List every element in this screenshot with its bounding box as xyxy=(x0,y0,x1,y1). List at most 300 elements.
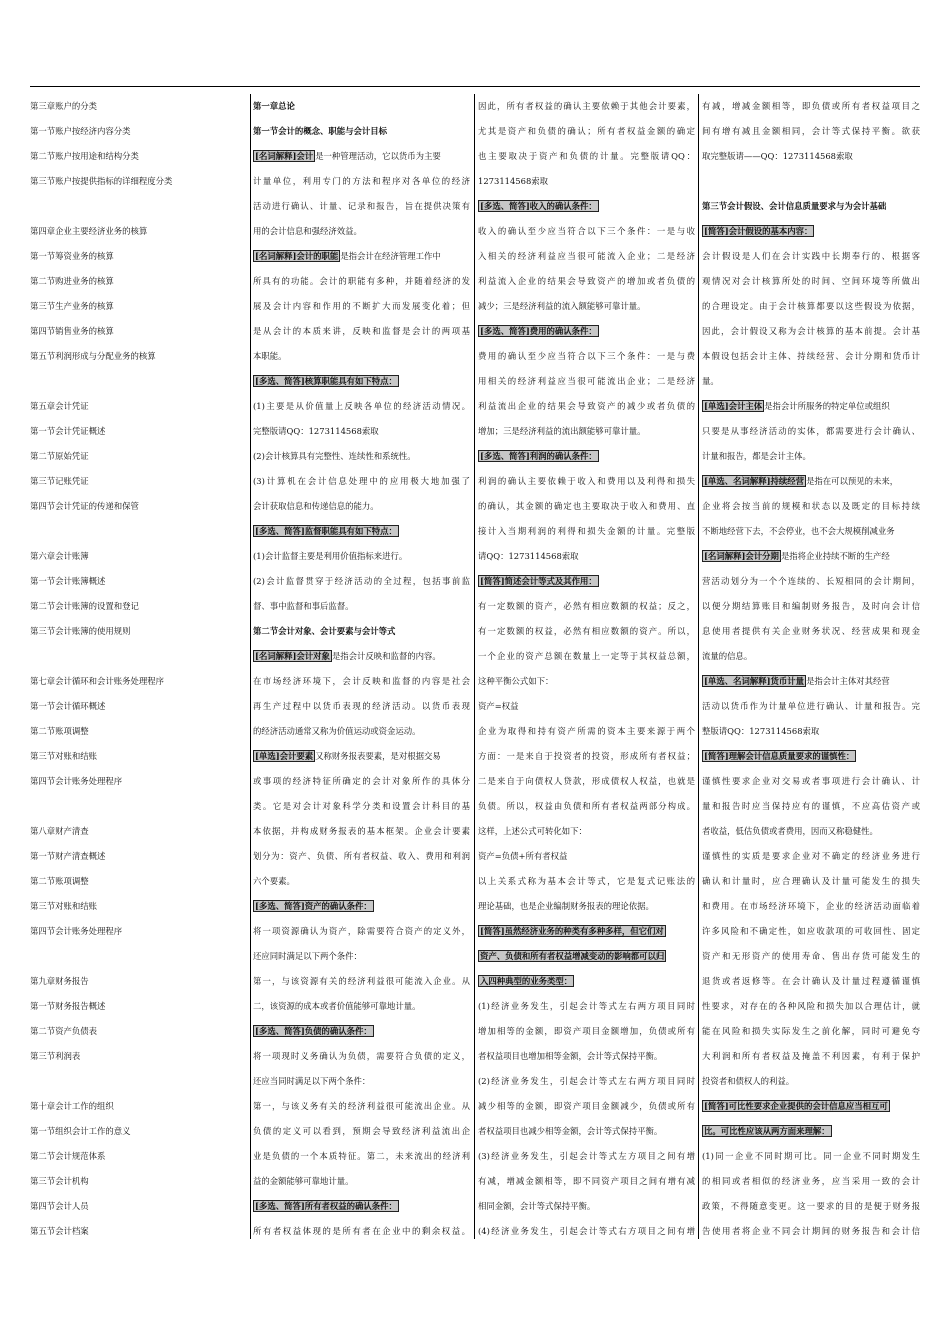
body-line xyxy=(253,919,470,944)
line-text: 是从会计的本质来讲，反映和监督是会计的两项基 xyxy=(253,326,470,336)
text-column-2 xyxy=(253,94,470,1239)
line-text: 不断地经营下去，不会停业，也不会大规模削减业务 xyxy=(702,526,895,536)
body-line xyxy=(702,369,920,394)
body-line xyxy=(702,694,920,719)
line-text: 以上关系式称为基本会计等式，它是复式记账法的 xyxy=(478,876,695,886)
section-heading xyxy=(702,194,920,219)
line-text: 一个企业的资产总额在数量上一定等于其权益总额， xyxy=(478,651,695,661)
line-text: 是指会计所服务的特定单位或组织 xyxy=(764,401,890,411)
tagged-line xyxy=(253,244,470,269)
line-text: 减少；三是经济利益的流入额能够可靠计量。 xyxy=(478,301,646,311)
line-text: 第一，与该资源有关的经济利益很可能流入企业。从 xyxy=(253,976,470,986)
body-line xyxy=(253,494,470,519)
toc-entry: 第一节账户按经济内容分类 xyxy=(30,126,131,136)
toc-entry: 第三节会计账簿的使用规则 xyxy=(30,626,131,636)
term-tag: [简答]可比性要求企业提供的会计信息应当相互可 xyxy=(704,1101,888,1111)
line-text: 的相同或者相似的经济业务，应当采用一致的会计 xyxy=(702,1176,920,1186)
section-heading xyxy=(253,619,470,644)
toc-entry: 第二节会计账簿的设置和登记 xyxy=(30,601,139,611)
body-line xyxy=(253,1119,470,1144)
toc-blank xyxy=(30,369,244,394)
body-line xyxy=(478,994,695,1019)
toc-entry: 第八章财产清查 xyxy=(30,826,89,836)
line-text: 减少相等的金额，即资产项目金额减少，负债或所有 xyxy=(478,1101,695,1111)
body-line xyxy=(702,869,920,894)
term-tag: [简答]理解会计信息质量要求的谨慎性： xyxy=(704,751,855,761)
line-text: 入相关的经济利益应当很可能流入企业；二是经济 xyxy=(478,251,695,261)
toc-entry: 第四章企业主要经济业务的核算 xyxy=(30,226,148,236)
line-text: 将一项资源确认为资产，除需要符合资产的定义外， xyxy=(253,926,470,936)
line-text: 量和报告时应当保持应有的谨慎，不应高估资产或 xyxy=(702,801,920,811)
line-text: 接计入当期利润的利得和损失金额的计量。完整版 xyxy=(478,526,695,536)
line-text: 告使用者将企业不同会计期间的财务报告和会计信 xyxy=(702,1226,920,1236)
term-tag: 资产、负债和所有者权益增减变动的影响都可以归 xyxy=(480,951,665,961)
line-text: 利益流出企业的结果会导致资产的减少或者负债的 xyxy=(478,401,695,411)
toc-entry: 第七章会计循环和会计账务处理程序 xyxy=(30,676,164,686)
body-line xyxy=(253,969,470,994)
tagged-line xyxy=(478,319,695,344)
tagged-line xyxy=(478,444,695,469)
toc-entry: 第一节筹资业务的核算 xyxy=(30,251,114,261)
body-line xyxy=(702,944,920,969)
body-line xyxy=(253,319,470,344)
line-text: (2)经济业务发生，引起会计等式左右两方项目同时 xyxy=(478,1076,695,1086)
body-line xyxy=(702,244,920,269)
body-line xyxy=(478,94,695,119)
line-text: (1)同一企业不同时期可比。同一企业不同时期发生 xyxy=(702,1151,920,1161)
body-line xyxy=(253,169,470,194)
body-line xyxy=(253,444,470,469)
text-column-4 xyxy=(702,94,920,1239)
tagged-line xyxy=(253,144,470,169)
line-text: 有一定数额的权益，必然有相应数额的资产。所以， xyxy=(478,626,695,636)
line-text: 能在风险和损失实际发生之前化解，同时可避免夸 xyxy=(702,1026,920,1036)
line-text: 观情况对会计核算所处的时间、空间环境等所做出 xyxy=(702,276,920,286)
line-text: 划分为：资产、负债、所有者权益、收入、费用和利润 xyxy=(253,851,470,861)
line-text: 的合理设定。由于会计核算都要以这些假设为依据， xyxy=(702,301,920,311)
body-line xyxy=(478,644,695,669)
term-tag: [单选]会计要素 xyxy=(255,751,314,761)
line-text: 谨慎性要求企业对交易或者事项进行会计确认、计 xyxy=(702,776,920,786)
line-text: 是指会计在经济管理工作中 xyxy=(340,251,441,261)
body-line xyxy=(702,169,920,194)
toc-entry: 第四节会计人员 xyxy=(30,1201,89,1211)
term-tag: [简答]简述会计等式及其作用： xyxy=(480,576,597,586)
line-text: 类。它是对会计对象科学分类和设置会计科目的基 xyxy=(253,801,470,811)
term-tag: [多选、简答]所有者权益的确认条件： xyxy=(255,1201,397,1211)
line-text: 督、事中监督和事后监督。 xyxy=(253,601,354,611)
line-text: 收入的确认至少应当符合以下三个条件：一是与收 xyxy=(478,226,695,236)
toc-entry: 第二节账户按用途和结构分类 xyxy=(30,151,139,161)
top-rule xyxy=(30,86,920,87)
line-text: 方面：一是来自于投资者的投资，形成所有者权益； xyxy=(478,751,695,761)
body-line xyxy=(478,244,695,269)
toc-blank xyxy=(30,794,244,819)
body-line xyxy=(478,1019,695,1044)
toc-entry: 第四节会计凭证的传递和保管 xyxy=(30,501,139,511)
column-divider xyxy=(474,94,475,1239)
line-text: 增加相等的金额，即资产项目金额增加，负债或所有 xyxy=(478,1026,695,1036)
body-line xyxy=(478,394,695,419)
term-tag: [简答]会计假设的基本内容： xyxy=(704,226,813,236)
line-text: 因此，会计假设又称为会计核算的基本前提。会计基 xyxy=(702,326,920,336)
toc-entry: 第二节资产负债表 xyxy=(30,1026,97,1036)
toc-entry: 第十章会计工作的组织 xyxy=(30,1101,114,1111)
line-text: 将一项现时义务确认为负债，需要符合负债的定义， xyxy=(253,1051,470,1061)
tagged-line xyxy=(702,1119,920,1144)
term-tag: [单选、名词解释]持续经营 xyxy=(704,476,805,486)
toc-entry: 第二节原始凭证 xyxy=(30,451,89,461)
body-line xyxy=(702,94,920,119)
line-text: (1)经济业务发生，引起会计等式左右两方项目同时 xyxy=(478,1001,695,1011)
body-line xyxy=(478,694,695,719)
body-line xyxy=(478,669,695,694)
text-column-3 xyxy=(478,94,695,1239)
body-line xyxy=(253,294,470,319)
line-text: 完整版请QQ：1273114568索取 xyxy=(253,426,379,436)
line-text: 六个要素。 xyxy=(253,876,295,886)
body-line xyxy=(702,894,920,919)
line-text: 利益流入企业的结果会导致资产的增加或者负债的 xyxy=(478,276,695,286)
body-line xyxy=(702,519,920,544)
body-line xyxy=(478,819,695,844)
body-line xyxy=(253,419,470,444)
toc-blank xyxy=(30,519,244,544)
line-text: 或事项的经济特征所确定的会计对象所作的具体分 xyxy=(253,776,470,786)
term-tag: [名词解释]会计对象 xyxy=(255,651,330,661)
line-text: 活动进行确认、计量、记录和报告，旨在提供决策有 xyxy=(253,201,470,211)
line-text: 计量和报告，都是会计主体。 xyxy=(702,451,811,461)
term-tag: [多选、简答]监督职能具有如下特点： xyxy=(255,526,397,536)
term-tag: [多选、简答]利润的确认条件： xyxy=(480,451,597,461)
line-text: 负债的定义可以看到，预期会导致经济利益流出企 xyxy=(253,1126,470,1136)
tagged-line xyxy=(702,469,920,494)
body-line xyxy=(253,819,470,844)
line-text: 还应同时满足以下两个条件： xyxy=(253,951,362,961)
body-line xyxy=(253,669,470,694)
toc-blank xyxy=(30,644,244,669)
body-line xyxy=(702,294,920,319)
tagged-line xyxy=(478,194,695,219)
body-line xyxy=(478,719,695,744)
body-line xyxy=(253,769,470,794)
body-line xyxy=(702,969,920,994)
body-line xyxy=(702,919,920,944)
body-line xyxy=(702,1194,920,1219)
term-tag: [多选、简答]费用的确认条件： xyxy=(480,326,597,336)
line-text: 活动以货币作为计量单位进行确认、计量和报告。完 xyxy=(702,701,920,711)
line-text: 资产=负债+所有者权益 xyxy=(478,851,568,861)
term-tag: [名词解释]会计分期 xyxy=(704,551,779,561)
line-text: 退货或者返修等。在会计确认及计量过程遵循谨慎 xyxy=(702,976,920,986)
body-line xyxy=(478,1194,695,1219)
tagged-line xyxy=(478,969,695,994)
body-line xyxy=(253,1219,470,1239)
tagged-line xyxy=(702,669,920,694)
toc-entry: 第一节会计循环概述 xyxy=(30,701,106,711)
toc-entry: 第九章财务报告 xyxy=(30,976,89,986)
term-tag: [名词解释]会计 xyxy=(255,151,314,161)
body-line xyxy=(702,1019,920,1044)
toc-entry: 第一节组织会计工作的意义 xyxy=(30,1126,131,1136)
tagged-line xyxy=(253,1019,470,1044)
term-tag: [单选、名词解释]货币计量 xyxy=(704,676,805,686)
body-line xyxy=(478,544,695,569)
line-text: 用的会计信息和强经济效益。 xyxy=(253,226,362,236)
line-text: 者权益项目也减少相等金额，会计等式保持平衡。 xyxy=(478,1126,663,1136)
body-line xyxy=(478,494,695,519)
tagged-line xyxy=(253,369,470,394)
toc-entry: 第三章账户的分类 xyxy=(30,101,97,111)
body-line xyxy=(253,994,470,1019)
body-line xyxy=(702,344,920,369)
term-tag: [单选]会计主体 xyxy=(704,401,763,411)
line-text: 二是来自于向债权人贷款，形成债权人权益，也就是 xyxy=(478,776,695,786)
toc-entry: 第三节对账和结账 xyxy=(30,901,97,911)
body-line xyxy=(253,344,470,369)
line-text: 是指会计反映和监督的内容。 xyxy=(331,651,441,661)
body-line xyxy=(253,694,470,719)
toc-entry: 第三节会计机构 xyxy=(30,1176,89,1186)
body-line xyxy=(702,1219,920,1239)
body-line xyxy=(253,844,470,869)
line-text: 整版请QQ：1273114568索取 xyxy=(702,726,820,736)
line-text: (2)会计核算具有完整性、连续性和系统性。 xyxy=(253,451,416,461)
line-text: 又称财务报表要素，是对根据交易 xyxy=(315,751,441,761)
tagged-line xyxy=(702,219,920,244)
body-line xyxy=(702,144,920,169)
line-text: 费用的确认至少应当符合以下三个条件：一是与费 xyxy=(478,351,695,361)
line-text: 以便分期结算账目和编制财务报告，及时向会计信 xyxy=(702,601,920,611)
tagged-line xyxy=(253,744,470,769)
toc-entry: 第三节生产业务的核算 xyxy=(30,301,114,311)
body-line xyxy=(702,769,920,794)
line-text: 性要求，对存在的各种风险和损失加以合理估计，就 xyxy=(702,1001,920,1011)
line-text: 这种平衡公式如下： xyxy=(478,676,554,686)
body-line xyxy=(478,619,695,644)
tagged-line xyxy=(478,569,695,594)
body-line xyxy=(253,569,470,594)
line-text: 资产和无形资产的使用寿命、售出存货可能发生的 xyxy=(702,951,920,961)
body-line xyxy=(702,444,920,469)
body-line xyxy=(253,219,470,244)
line-text: 会计获取信息和传递信息的能力。 xyxy=(253,501,379,511)
body-line xyxy=(702,844,920,869)
line-text: 益的金额能够可靠地计量。 xyxy=(253,1176,354,1186)
line-text: (3)计算机在会计信息处理中的应用极大地加强了 xyxy=(253,476,470,486)
line-text: 本职能。 xyxy=(253,351,287,361)
body-line xyxy=(702,1144,920,1169)
line-text: (4)经济业务发生，引起会计等式右方项目之间有增 xyxy=(478,1226,695,1236)
toc-entry: 第六章会计账簿 xyxy=(30,551,89,561)
toc-entry: 第一节会计凭证概述 xyxy=(30,426,106,436)
toc-blank xyxy=(30,194,244,219)
line-text: 的确认，其金额的确定也主要取决于收入和费用、直 xyxy=(478,501,695,511)
body-line xyxy=(702,494,920,519)
body-line xyxy=(253,719,470,744)
term-tag: [多选、简答]负债的确认条件： xyxy=(255,1026,372,1036)
body-line xyxy=(253,544,470,569)
line-text: 是指在可以预见的未来， xyxy=(806,476,899,486)
line-text: 1273114568索取 xyxy=(478,176,549,186)
body-line xyxy=(478,144,695,169)
section-heading xyxy=(253,94,470,119)
line-text: 这样，上述公式可转化如下： xyxy=(478,826,587,836)
line-text: 间有增有减且金额相同，会计等式保持平衡。欲获 xyxy=(702,126,920,136)
tagged-line xyxy=(253,519,470,544)
tagged-line xyxy=(253,1194,470,1219)
body-line xyxy=(478,844,695,869)
toc-entry: 第五章会计凭证 xyxy=(30,401,89,411)
line-text: 取完整版请——QQ：1273114568索取 xyxy=(702,151,853,161)
body-line xyxy=(702,569,920,594)
toc-entry: 第五节利润形成与分配业务的核算 xyxy=(30,351,156,361)
line-text: 理论基础，也是企业编制财务报表的理论依据。 xyxy=(478,901,654,911)
body-line xyxy=(478,1119,695,1144)
body-line xyxy=(702,1044,920,1069)
body-line xyxy=(702,719,920,744)
body-line xyxy=(702,819,920,844)
toc-entry: 第五节会计档案 xyxy=(30,1226,89,1236)
line-text: 相同金额，会计等式保持平衡。 xyxy=(478,1201,596,1211)
line-text: 利润的确认主要依赖于收入和费用以及利得和损失 xyxy=(478,476,695,486)
line-text: 负债。所以，权益由负债和所有者权益两部分构成。 xyxy=(478,801,695,811)
line-text: 第三节会计假设、会计信息质量要求与为会计基础 xyxy=(702,201,887,211)
body-line xyxy=(702,994,920,1019)
line-text: 有减，增减金额相等，即负债或所有者权益项目之 xyxy=(702,101,920,111)
line-text: 再生产过程中以货币表现的经济活动。以货币表现 xyxy=(253,701,470,711)
tagged-line xyxy=(702,394,920,419)
column-divider xyxy=(698,94,699,1239)
tagged-line xyxy=(478,919,695,944)
column-divider xyxy=(250,94,251,1239)
body-line xyxy=(478,369,695,394)
toc-entry: 第一节财务报告概述 xyxy=(30,1001,106,1011)
line-text: 量。 xyxy=(702,376,719,386)
term-tag: 入四种典型的业务类型： xyxy=(480,976,573,986)
line-text: 投资者和债权人的利益。 xyxy=(702,1076,795,1086)
line-text: 流量的信息。 xyxy=(702,651,753,661)
body-line xyxy=(253,269,470,294)
tagged-line xyxy=(253,894,470,919)
body-line xyxy=(253,1169,470,1194)
body-line xyxy=(702,594,920,619)
line-text: 资产=权益 xyxy=(478,701,519,711)
line-text: 大利润和所有者权益及掩盖不利因素，有利于保护 xyxy=(702,1051,920,1061)
toc-blank xyxy=(30,944,244,969)
body-line xyxy=(478,344,695,369)
body-line xyxy=(253,394,470,419)
body-line xyxy=(702,644,920,669)
line-text: 和费用。在市场经济环境下，企业的经济活动面临着 xyxy=(702,901,920,911)
toc-entry: 第三节利润表 xyxy=(30,1051,81,1061)
body-line xyxy=(478,169,695,194)
line-text: 是指会计主体对其经营 xyxy=(806,676,890,686)
body-line xyxy=(478,894,695,919)
tagged-line xyxy=(253,644,470,669)
body-line xyxy=(253,869,470,894)
body-line xyxy=(478,1169,695,1194)
body-line xyxy=(253,794,470,819)
term-tag: [名词解释]会计的职能 xyxy=(255,251,339,261)
line-text: 有减，增减金额相等，即不同资产项目之间有增有减 xyxy=(478,1176,695,1186)
line-text: 有一定数额的资产，必然有相应数额的权益；反之， xyxy=(478,601,695,611)
toc-entry: 第三节账户按提供指标的详细程度分类 xyxy=(30,176,173,186)
line-text: 用相关的经济利益应当很可能流出企业；二是经济 xyxy=(478,376,695,386)
line-text: 谨慎性的实质是要求企业对不确定的经济业务进行 xyxy=(702,851,920,861)
toc-entry: 第四节会计账务处理程序 xyxy=(30,776,123,786)
line-text: 企业为取得和持有资产所需的资本主要来源于两个 xyxy=(478,726,695,736)
line-text: 因此，所有者权益的确认主要依赖于其他会计要素， xyxy=(478,101,695,111)
tagged-line xyxy=(478,944,695,969)
line-text: 是一种管理活动，它以货币为主要 xyxy=(315,151,441,161)
line-text: 政策，不得随意变更。这一要求的目的是便于财务报 xyxy=(702,1201,920,1211)
line-text: 计量单位，利用专门的方法和程序对各单位的经济 xyxy=(253,176,470,186)
line-text: 第一，与该义务有关的经济利益很可能流出企业。从 xyxy=(253,1101,470,1111)
line-text: 也主要取决于资产和负债的计量。完整版请QQ： xyxy=(478,151,695,161)
body-line xyxy=(478,794,695,819)
body-line xyxy=(478,1044,695,1069)
body-line xyxy=(478,269,695,294)
body-line xyxy=(702,269,920,294)
body-line xyxy=(478,1219,695,1239)
body-line xyxy=(478,769,695,794)
body-line xyxy=(702,1169,920,1194)
line-text: 还应当同时满足以下两个条件： xyxy=(253,1076,371,1086)
toc-entry: 第四节销售业务的核算 xyxy=(30,326,114,336)
line-text: (2)会计监督贯穿于经济活动的全过程，包括事前监 xyxy=(253,576,470,586)
body-line xyxy=(253,469,470,494)
line-text: 者收益，低估负债或者费用，因而又称稳健性。 xyxy=(702,826,878,836)
line-text: 第二节会计对象、会计要素与会计等式 xyxy=(253,626,396,636)
line-text: 所具有的功能。会计的职能有多种，并随着经济的发 xyxy=(253,276,470,286)
body-line xyxy=(253,594,470,619)
toc-entry: 第二节账项调整 xyxy=(30,876,89,886)
body-line xyxy=(478,1094,695,1119)
body-line xyxy=(478,469,695,494)
line-text: 营活动划分为一个个连续的、长短相同的会计期间， xyxy=(702,576,920,586)
term-tag: [简答]虽然经济业务的种类有多种多样，但它们对 xyxy=(480,926,664,936)
tagged-line xyxy=(702,744,920,769)
line-text: 息使用者提供有关企业财务状况、经营成果和现金 xyxy=(702,626,920,636)
term-tag: [多选、简答]核算职能具有如下特点： xyxy=(255,376,397,386)
body-line xyxy=(478,1144,695,1169)
body-line xyxy=(253,1044,470,1069)
body-line xyxy=(702,1069,920,1094)
line-text: 增加；三是经济利益的流出额能够可靠计量。 xyxy=(478,426,646,436)
body-line xyxy=(478,744,695,769)
line-text: 企业将会按当前的规模和状态以及既定的目标持续 xyxy=(702,501,920,511)
line-text: (1)会计监督主要是利用价值指标来进行。 xyxy=(253,551,408,561)
toc-blank xyxy=(30,1069,244,1094)
line-text: 业是负债的一个本质特征。第二，未来流出的经济利 xyxy=(253,1151,470,1161)
body-line xyxy=(478,594,695,619)
line-text: 本依据，并构成财务报表的基本框架。企业会计要素 xyxy=(253,826,470,836)
line-text: 的经济活动通常又称为价值运动或资金运动。 xyxy=(253,726,421,736)
line-text: 展及会计内容和作用的不断扩大而发展变化着；但 xyxy=(253,301,470,311)
body-line xyxy=(478,419,695,444)
line-text: 许多风险和不确定性，如应收款项的可收回性、固定 xyxy=(702,926,920,936)
body-line xyxy=(702,619,920,644)
body-line xyxy=(702,419,920,444)
line-text: 在市场经济环境下，会计反映和监督的内容是社会 xyxy=(253,676,470,686)
toc-entry: 第三节对账和结账 xyxy=(30,751,97,761)
body-line xyxy=(478,294,695,319)
section-heading xyxy=(253,119,470,144)
toc-entry: 第二节购进业务的核算 xyxy=(30,276,114,286)
toc-entry: 第一节会计账簿概述 xyxy=(30,576,106,586)
line-text: (1)主要是从价值量上反映各单位的经济活动情况。 xyxy=(253,401,470,411)
